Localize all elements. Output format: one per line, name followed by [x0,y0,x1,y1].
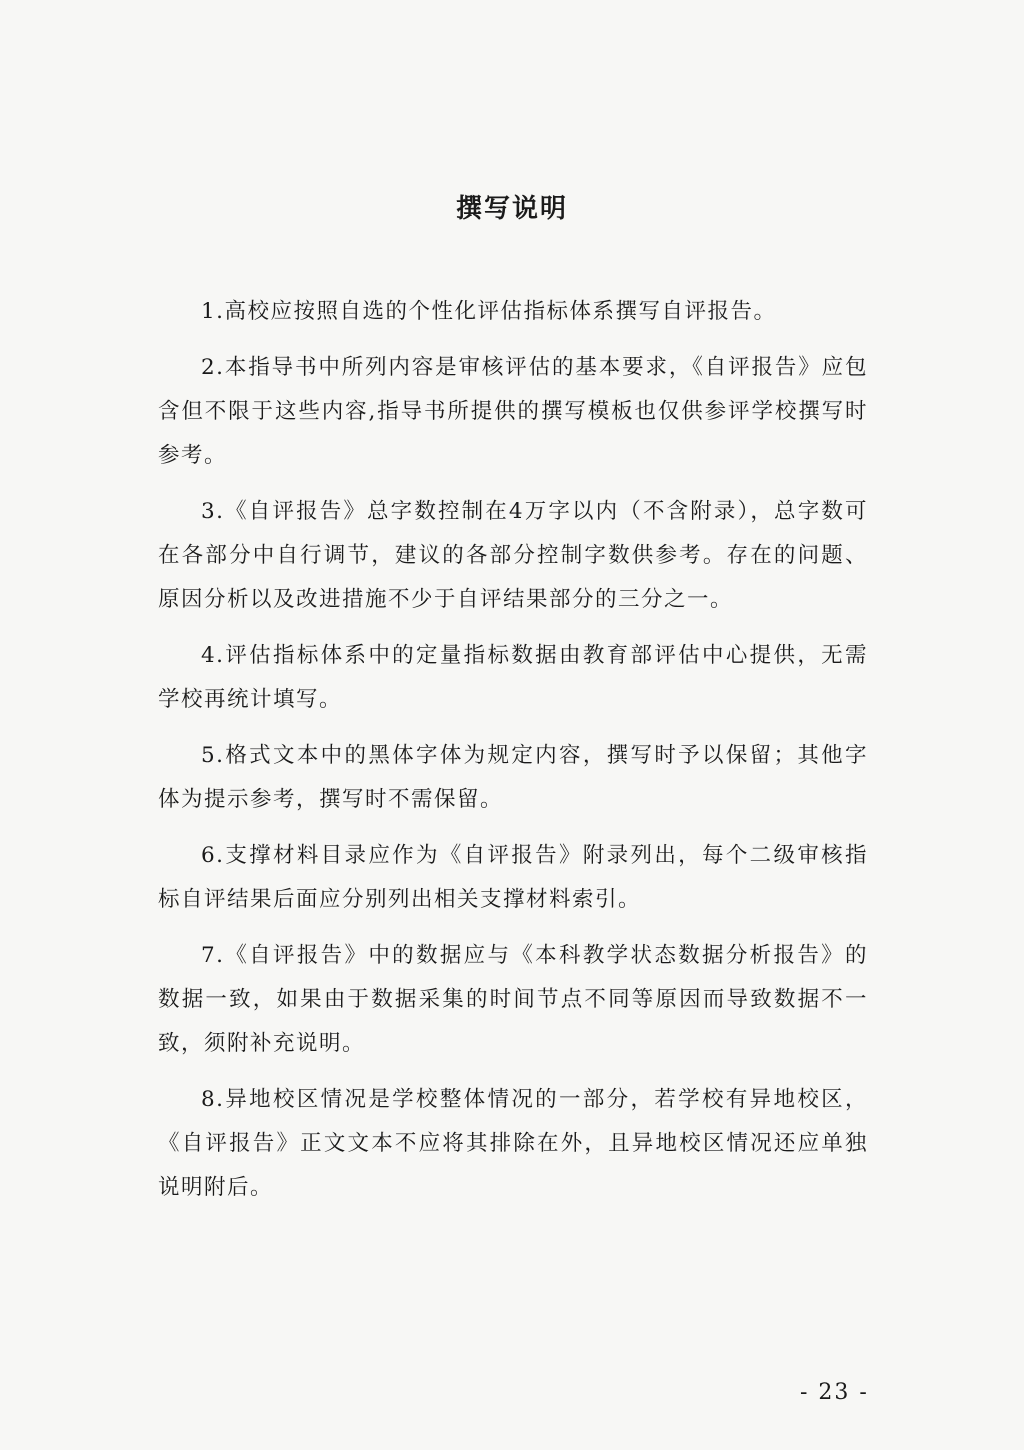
paragraph-7: 7.《自评报告》中的数据应与《本科教学状态数据分析报告》的数据一致，如果由于数据采集的时间节点不同等原因而导致数据不一致，须附补充说明。 [158,943,868,1056]
paragraph-3: 3.《自评报告》总字数控制在4万字以内（不含附录），总字数可在各部分中自行调节，建议的各部分控制字数供参考。存在的问题、原因分析以及改进措施不少于自评结果部分的三分之一。 [158,499,868,612]
paragraph-8: 8.异地校区情况是学校整体情况的一部分，若学校有异地校区，《自评报告》正文文本不应将其排除在外，且异地校区情况还应单独说明附后。 [158,1087,868,1200]
paragraph-5: 5.格式文本中的黑体字体为规定内容，撰写时予以保留；其他字体为提示参考，撰写时不需保留。 [158,743,868,812]
document-body [158,290,868,1222]
paragraph-4: 4.评估指标体系中的定量指标数据由教育部评估中心提供，无需学校再统计填写。 [158,643,868,712]
paragraph-6: 6.支撑材料目录应作为《自评报告》附录列出，每个二级审核指标自评结果后面应分别列出相关支撑材料索引。 [158,843,868,912]
paragraph-1: 1.高校应按照自选的个性化评估指标体系撰写自评报告。 [201,299,777,324]
page-title: 撰写说明 [455,194,568,224]
page-number: - 23 - [800,1380,869,1405]
paragraph-2: 2.本指导书中所列内容是审核评估的基本要求，《自评报告》应包含但不限于这些内容,指导书所提供的撰写模板也仅供参评学校撰写时参考。 [158,355,868,468]
